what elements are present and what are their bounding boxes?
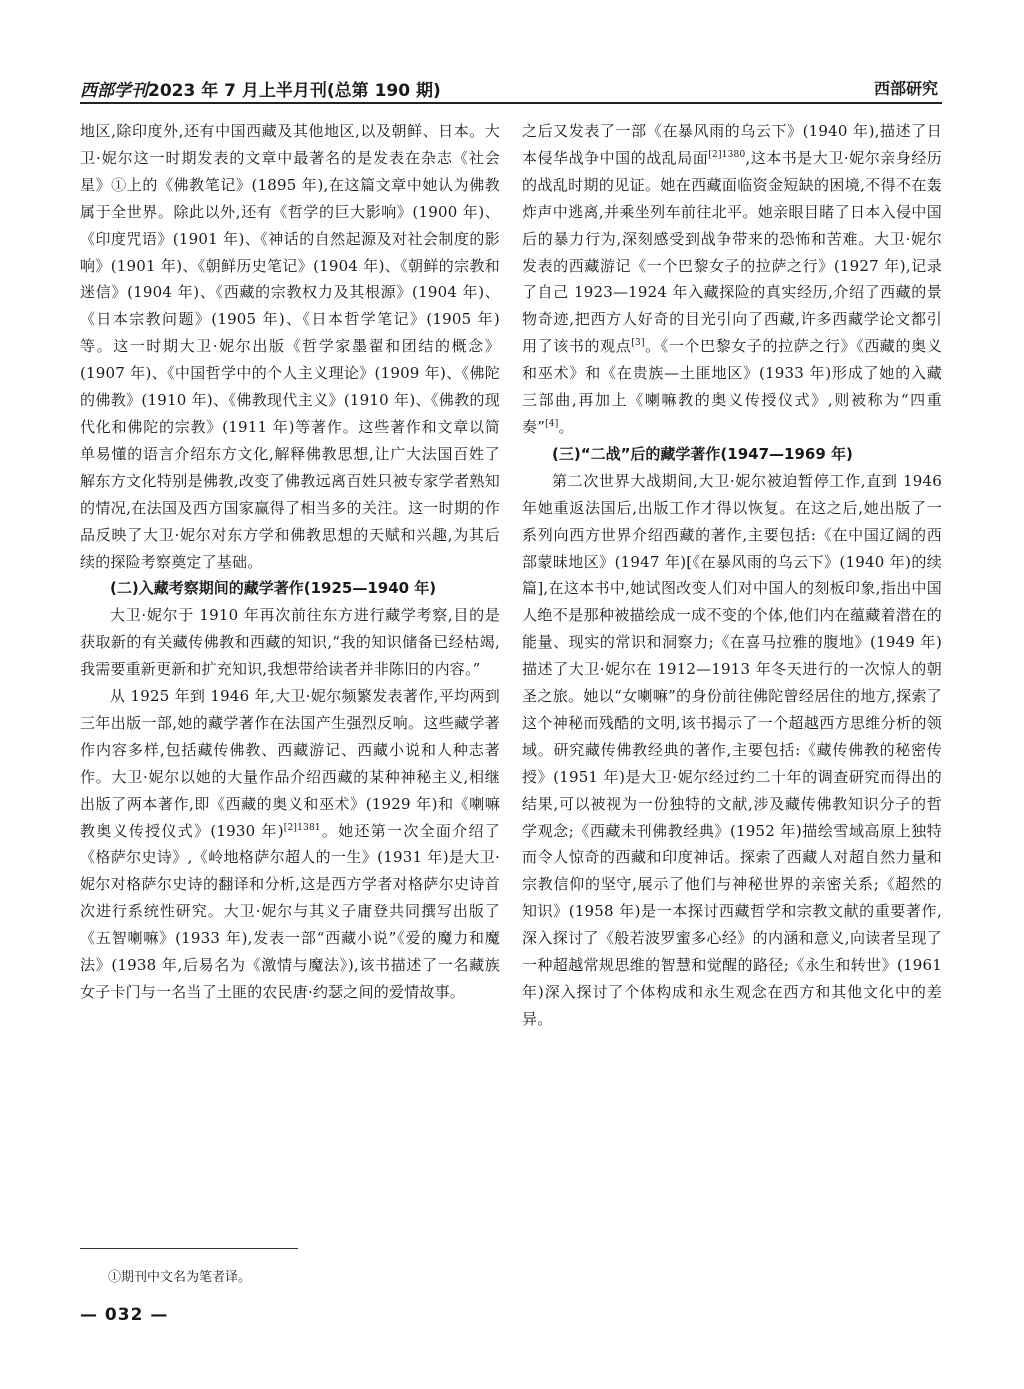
footnote-divider	[80, 1248, 298, 1249]
footnote: ①期刊中文名为笔者译。	[108, 1270, 252, 1285]
paragraph-text: 地区,除印度外,还有中国西藏及其他地区,以及朝鲜、日本。大卫·妮尔这一时期发表的文章中最著名的是发表在杂志《社会星》①上的《佛教笔记》(1895 年),在这篇文章中她认为佛教属于全世界。除此以外,还有《哲学的巨大影响》(1900 年)、《印度咒语》(1901 年)、《神话的自然起源及对社会制度的影响》(1901 年)、《朝鲜历史笔记》(1904 年)、《朝鲜的宗教和迷信》(1904 年)、《西藏的宗教权力及其根源》(1904 年)、《日本宗教问题》(1905 年)、《日本哲学笔记》(1905 年)等。这一时期大卫·妮尔出版《哲学家墨翟和团结的概念》(1907 年)、《中国哲学中的个人主义理论》(1909 年)、《佛陀的佛教》(1910 年)、《佛教现代主义》(1910 年)、《佛教的现代化和佛陀的宗教》(1911 年)等著作。这些著作和文章以简单易懂的语言介绍东方文化,解释佛教思想,让广大法国百姓了解东方文化特别是佛教,改变了佛教远离百姓只被专家学者熟知的情况,在法国及西方国家赢得了相当多的关注。这一时期的作品反映了大卫·妮尔对东方学和佛教思想的天赋和兴趣,为其后续的探险考察奠定了基础。	[80, 122, 500, 571]
citation-ref: [2]1380	[708, 149, 746, 160]
citation-ref: [3]	[631, 338, 645, 349]
running-header	[80, 74, 942, 104]
journal-logo: 西部学刊	[80, 81, 148, 101]
body-paragraph	[80, 118, 500, 575]
paragraph-text: 大卫·妮尔于 1910 年再次前往东方进行藏学考察,目的是获取新的有关藏传佛教和西藏的知识,“我的知识储备已经枯竭,我需要重新更新和扩充知识,我想带给读者并非陈旧的内容。”	[80, 606, 500, 679]
left-column	[80, 118, 500, 1006]
header-section-title: 西部研究	[873, 79, 938, 98]
paragraph-text: 第二次世界大战期间,大卫·妮尔被迫暂停工作,直到 1946 年她重返法国后,出版工作才得以恢复。在这之后,她出版了一系列向西方世界介绍西藏的著作,主要包括:《在中国辽阔的西部蒙昧地区》(1947 年)[《在暴风雨的乌云下》(1940 年)的续篇],在这本书中,她试图改变人们对中国人的刻板印象,指出中国人绝不是那种被描绘成一成不变的个体,他们内在蕴藏着潜在的能量、现实的常识和洞察力;《在喜马拉雅的腹地》(1949 年)描述了大卫·妮尔在 1912—1913 年冬天进行的一次惊人的朝圣之旅。她以“女喇嘛”的身份前往佛陀曾经居住的地方,探索了这个神秘而残酷的文明,该书揭示了一个超越西方思维分析的领域。研究藏传佛教经典的著作,主要包括:《藏传佛教的秘密传授》(1951 年)是大卫·妮尔经过约二十年的调查研究而得出的结果,可以被视为一份独特的文献,涉及藏传佛教知识分子的哲学观念;《西藏未刊佛教经典》(1952 年)描绘雪域高原上独特而令人惊奇的西藏和印度神话。探索了西藏人对超自然力量和宗教信仰的坚守,展示了他们与神秘世界的亲密关系;《超然的知识》(1958 年)是一本探讨西藏哲学和宗教文献的重要著作,深入探讨了《般若波罗蜜多心经》的内涵和意义,向读者呈现了一种超越常规思维的智慧和觉醒的路径;《永生和转世》(1961 年)深入探讨了个体构成和永生观念在西方和其他文化中的差异。	[522, 471, 942, 1028]
citation-ref: [4]	[545, 418, 559, 429]
body-paragraph	[80, 683, 500, 1006]
body-paragraph	[522, 468, 942, 1033]
header-journal-issue	[80, 76, 441, 101]
section-heading: (三)“二战”后的藏学著作(1947—1969 年)	[552, 444, 853, 463]
paragraph-text-continued: 。《一个巴黎女子的拉萨之行》《西藏的奥义和巫术》和《在贵族—土匪地区》(1933 年)形成了她的入藏三部曲,再加上《喇嘛教的奥义传授仪式》,则被称为“四重奏”	[522, 337, 942, 436]
issue-info: 2023 年 7 月上半月刊(总第 190 期)	[148, 81, 441, 101]
paragraph-text-continued: 。她还第一次全面介绍了《格萨尔史诗》,《岭地格萨尔超人的一生》(1931 年)是大卫·妮尔对格萨尔史诗的翻译和分析,这是西方学者对格萨尔史诗首次进行系统性研究。大卫·妮尔与其义子庸登共同撰写出版了《五智喇嘛》(1933 年),发表一部“西藏小说”《爱的魔力和魔法》(1938 年,后易名为《激情与魔法》),该书描述了一名藏族女子卡门与一名当了土匪的农民唐·约瑟之间的爱情故事。	[80, 821, 500, 1001]
paragraph-text-continued: ,这本书是大卫·妮尔亲身经历的战乱时期的见证。她在西藏面临资金短缺的困境,不得不在轰炸声中逃离,并乘坐列车前往北平。她亲眼目睹了日本入侵中国后的暴力行为,深刻感受到战争带来的恐怖和苦难。大卫·妮尔发表的西藏游记《一个巴黎女子的拉萨之行》(1927 年),记录了自己 1923—1924 年入藏探险的真实经历,介绍了西藏的景物奇迹,把西方人好奇的目光引向了西藏,许多西藏学论文都引用了该书的观点	[522, 148, 943, 356]
body-paragraph	[522, 118, 942, 441]
paragraph-text: 之后又发表了一部《在暴风雨的乌云下》(1940 年),描述了日本侵华战争中国的战乱局面	[522, 122, 942, 167]
citation-ref: [2]1381	[283, 822, 321, 833]
section-heading: (二)入藏考察期间的藏学著作(1925—1940 年)	[110, 579, 437, 598]
paragraph-text-continued: 。	[558, 417, 574, 436]
page-number: — 032 —	[80, 1305, 169, 1325]
right-column	[522, 118, 942, 1033]
body-paragraph	[80, 602, 500, 683]
paragraph-text: 从 1925 年到 1946 年,大卫·妮尔频繁发表著作,平均两到三年出版一部,她的藏学著作在法国产生强烈反响。这些藏学著作内容多样,包括藏传佛教、西藏游记、西藏小说和人种志著作。大卫·妮尔以她的大量作品介绍西藏的某种神秘主义,相继出版了两本著作,即《西藏的奥义和巫术》(1929 年)和《喇嘛教奥义传授仪式》(1930 年)	[80, 687, 500, 840]
